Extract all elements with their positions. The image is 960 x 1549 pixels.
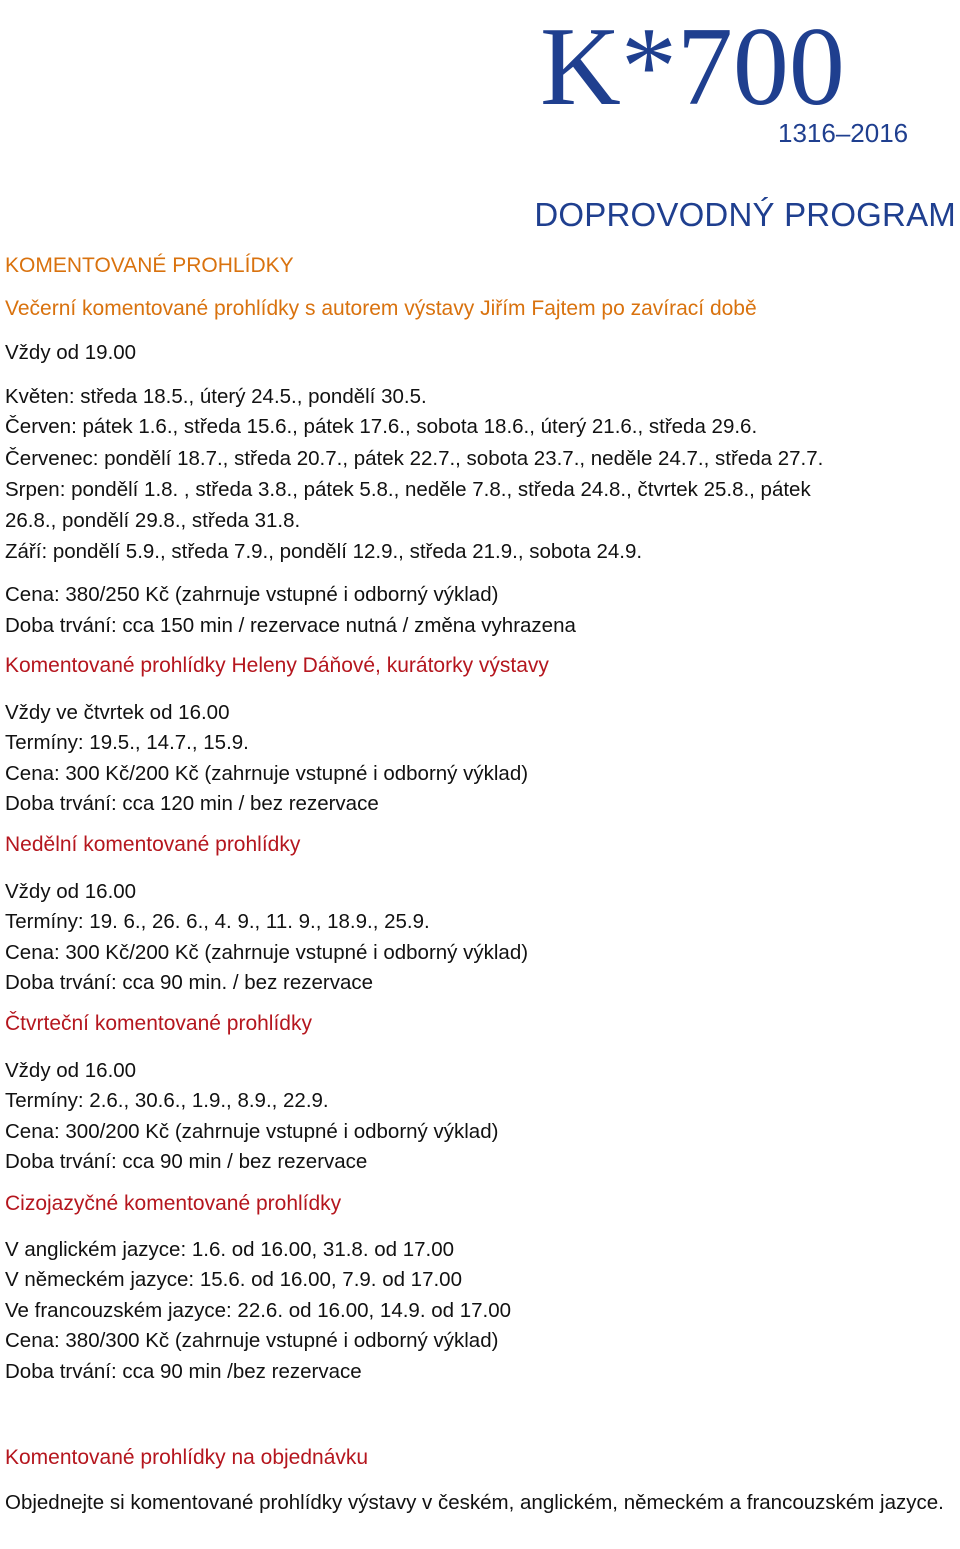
time-line: Vždy od 19.00 [5,341,137,364]
schedule-line: Září: pondělí 5.9., středa 7.9., pondělí 12.9., středa 21.9., sobota 24.9. [5,540,643,563]
info-line: Cena: 300 Kč/200 Kč (zahrnuje vstupné i odborný výklad) [5,762,529,785]
schedule-line: 26.8., pondělí 29.8., středa 31.8. [5,509,301,532]
info-line: Ve francouzském jazyce: 22.6. od 16.00, 14.9. od 17.00 [5,1299,512,1322]
k700-logo [540,12,945,152]
schedule-line: Červenec: pondělí 18.7., středa 20.7., pátek 22.7., sobota 23.7., neděle 24.7., středa 27.7. [5,447,824,470]
info-line: Vždy ve čtvrtek od 16.00 [5,701,230,724]
info-line: Doba trvání: cca 90 min / bez rezervace [5,1150,368,1173]
info-line: Doba trvání: cca 120 min / bez rezervace [5,792,379,815]
info-line: V anglickém jazyce: 1.6. od 16.00, 31.8. od 17.00 [5,1238,455,1261]
section-heading-nedelni: Nedělní komentované prohlídky [5,833,301,856]
info-line: V německém jazyce: 15.6. od 16.00, 7.9. od 17.00 [5,1268,462,1291]
section-heading-ctvrtecni: Čtvrteční komentované prohlídky [5,1012,312,1035]
logo-brand-text: K*700 [540,12,845,129]
k700-logo-graphic [540,12,945,152]
price-line: Cena: 380/250 Kč (zahrnuje vstupné i odborný výklad) [5,583,499,606]
info-line: Vždy od 16.00 [5,1059,137,1082]
info-line: Doba trvání: cca 90 min. / bez rezervace [5,971,374,994]
schedule-line: Srpen: pondělí 1.8. , středa 3.8., pátek 5.8., neděle 7.8., středa 24.8., čtvrtek 25.8., pátek [5,478,811,501]
page-title: DOPROVODNÝ PROGRAM [534,196,956,233]
section-heading-cizojazycne: Cizojazyčné komentované prohlídky [5,1192,342,1215]
info-line: Termíny: 2.6., 30.6., 1.9., 8.9., 22.9. [5,1089,329,1112]
info-line: Cena: 300 Kč/200 Kč (zahrnuje vstupné i odborný výklad) [5,941,529,964]
info-line: Cena: 380/300 Kč (zahrnuje vstupné i odborný výklad) [5,1329,499,1352]
info-line: Termíny: 19. 6., 26. 6., 4. 9., 11. 9., 18.9., 25.9. [5,910,430,933]
info-line: Cena: 300/200 Kč (zahrnuje vstupné i odborný výklad) [5,1120,499,1143]
info-line: Doba trvání: cca 90 min /bez rezervace [5,1360,362,1383]
info-line: Termíny: 19.5., 14.7., 15.9. [5,731,249,754]
section-heading-objednavka: Komentované prohlídky na objednávku [5,1446,369,1469]
logo-years: 1316–2016 [778,118,909,148]
section-heading-danova: Komentované prohlídky Heleny Dáňové, kurátorky výstavy [5,654,549,677]
schedule-line: Květen: středa 18.5., úterý 24.5., pondělí 30.5. [5,385,427,408]
schedule-line: Červen: pátek 1.6., středa 15.6., pátek 17.6., sobota 18.6., úterý 21.6., středa 29.6. [5,415,758,438]
section-heading-komentovane: KOMENTOVANÉ PROHLÍDKY [5,254,294,277]
subheading-vecerni: Večerní komentované prohlídky s autorem výstavy Jiřím Fajtem po zavírací době [5,297,757,320]
objednavka-text: Objednejte si komentované prohlídky výstavy v českém, anglickém, německém a francouzském jazyce. [5,1491,944,1514]
duration-line: Doba trvání: cca 150 min / rezervace nutná / změna vyhrazena [5,614,576,637]
info-line: Vždy od 16.00 [5,880,137,903]
